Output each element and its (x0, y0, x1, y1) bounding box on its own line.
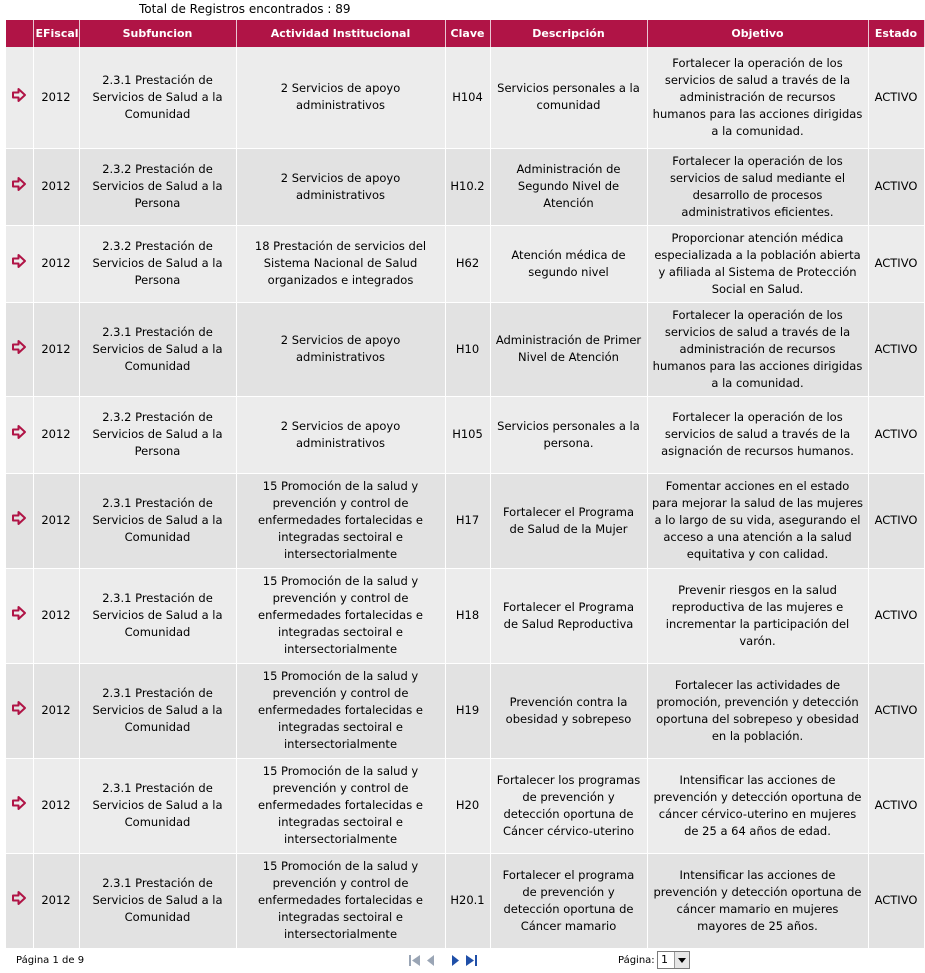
cell-subfuncion: 2.3.1 Prestación de Servicios de Salud a la Comunidad (79, 47, 236, 148)
header-efiscal[interactable]: EFiscal (33, 20, 79, 47)
cell-descripcion: Administración de Segundo Nivel de Atención (490, 148, 647, 225)
cell-clave: H10.2 (445, 148, 490, 225)
cell-estado: ACTIVO (868, 148, 924, 225)
page-select[interactable] (657, 951, 690, 969)
cell-actividad: 15 Promoción de la salud y prevención y control de enfermedades fortalecidas e integradas sectoiral e intersectorialmente (236, 663, 445, 758)
cell-actividad: 2 Servicios de apoyo administrativos (236, 302, 445, 396)
cell-objetivo: Intensificar las acciones de prevención y detección oportuna de cáncer mamario en mujeres mayores de 25 años. (647, 853, 868, 948)
cell-clave: H105 (445, 396, 490, 473)
cell-efiscal: 2012 (33, 302, 79, 396)
page-info: Página 1 de 9 (16, 955, 85, 966)
chevron-down-icon[interactable] (674, 952, 689, 968)
results-table (6, 20, 925, 949)
cell-actividad: 15 Promoción de la salud y prevención y control de enfermedades fortalecidas e integradas sectoiral e intersectorialmente (236, 853, 445, 948)
cell-objetivo: Fortalecer la operación de los servicios de salud a través de la administración de recursos humanos para las acciones dirigidas a la comunidad. (647, 302, 868, 396)
next-page-icon[interactable] (451, 954, 460, 967)
cell-actividad: 2 Servicios de apoyo administrativos (236, 148, 445, 225)
cell-estado: ACTIVO (868, 663, 924, 758)
row-select-cell[interactable] (6, 758, 33, 853)
table-row[interactable] (6, 302, 924, 396)
table-row[interactable] (6, 758, 924, 853)
cell-objetivo: Fortalecer la operación de los servicios de salud a través de la asignación de recursos humanos. (647, 396, 868, 473)
cell-actividad: 18 Prestación de servicios del Sistema Nacional de Salud organizados e integrados (236, 225, 445, 302)
table-row[interactable] (6, 663, 924, 758)
cell-subfuncion: 2.3.2 Prestación de Servicios de Salud a la Persona (79, 396, 236, 473)
cell-efiscal: 2012 (33, 148, 79, 225)
cell-efiscal: 2012 (33, 225, 79, 302)
cell-descripcion: Fortalecer el programa de prevención y detección oportuna de Cáncer mamario (490, 853, 647, 948)
arrow-right-icon[interactable] (12, 606, 26, 620)
prev-page-icon[interactable] (426, 954, 435, 967)
header-estado[interactable]: Estado (868, 20, 924, 47)
header-descripcion[interactable]: Descripción (490, 20, 647, 47)
cell-subfuncion: 2.3.1 Prestación de Servicios de Salud a la Comunidad (79, 473, 236, 568)
arrow-right-icon[interactable] (12, 425, 26, 439)
cell-estado: ACTIVO (868, 758, 924, 853)
cell-objetivo: Prevenir riesgos en la salud reproductiva de las mujeres e incrementar la participación del varón. (647, 568, 868, 663)
cell-estado: ACTIVO (868, 568, 924, 663)
cell-descripcion: Fortalecer los programas de prevención y detección oportuna de Cáncer cérvico-uterino (490, 758, 647, 853)
cell-clave: H10 (445, 302, 490, 396)
row-select-cell[interactable] (6, 568, 33, 663)
cell-descripcion: Administración de Primer Nivel de Atención (490, 302, 647, 396)
row-select-cell[interactable] (6, 663, 33, 758)
cell-descripcion: Atención médica de segundo nivel (490, 225, 647, 302)
cell-actividad: 15 Promoción de la salud y prevención y control de enfermedades fortalecidas e integradas sectoiral e intersectorialmente (236, 568, 445, 663)
cell-descripcion: Servicios personales a la comunidad (490, 47, 647, 148)
cell-efiscal: 2012 (33, 853, 79, 948)
table-row[interactable] (6, 47, 924, 148)
last-page-icon[interactable] (465, 954, 478, 967)
page-select-label: Página: (618, 955, 655, 966)
cell-subfuncion: 2.3.1 Prestación de Servicios de Salud a la Comunidad (79, 758, 236, 853)
arrow-right-icon[interactable] (12, 701, 26, 715)
cell-actividad: 2 Servicios de apoyo administrativos (236, 47, 445, 148)
cell-efiscal: 2012 (33, 47, 79, 148)
cell-efiscal: 2012 (33, 663, 79, 758)
header-select (6, 20, 33, 47)
cell-estado: ACTIVO (868, 853, 924, 948)
cell-subfuncion: 2.3.1 Prestación de Servicios de Salud a la Comunidad (79, 663, 236, 758)
table-row[interactable] (6, 396, 924, 473)
cell-clave: H20.1 (445, 853, 490, 948)
cell-actividad: 15 Promoción de la salud y prevención y control de enfermedades fortalecidas e integradas sectoiral e intersectorialmente (236, 758, 445, 853)
row-select-cell[interactable] (6, 148, 33, 225)
cell-objetivo: Proporcionar atención médica especializada a la población abierta y afiliada al Sistema de Protección Social en Salud. (647, 225, 868, 302)
cell-efiscal: 2012 (33, 758, 79, 853)
cell-subfuncion: 2.3.1 Prestación de Servicios de Salud a la Comunidad (79, 853, 236, 948)
cell-clave: H18 (445, 568, 490, 663)
header-subfuncion[interactable]: Subfuncion (79, 20, 236, 47)
cell-efiscal: 2012 (33, 473, 79, 568)
cell-estado: ACTIVO (868, 47, 924, 148)
row-select-cell[interactable] (6, 853, 33, 948)
cell-clave: H19 (445, 663, 490, 758)
arrow-right-icon[interactable] (12, 891, 26, 905)
table-row[interactable] (6, 568, 924, 663)
cell-clave: H17 (445, 473, 490, 568)
table-row[interactable] (6, 853, 924, 948)
cell-subfuncion: 2.3.1 Prestación de Servicios de Salud a la Comunidad (79, 302, 236, 396)
cell-estado: ACTIVO (868, 302, 924, 396)
cell-objetivo: Fomentar acciones en el estado para mejorar la salud de las mujeres a lo largo de su vida, asegurando el acceso a una atención a la salud equitativa y con calidad. (647, 473, 868, 568)
header-actividad[interactable]: Actividad Institucional (236, 20, 445, 47)
arrow-right-icon[interactable] (12, 254, 26, 268)
cell-clave: H104 (445, 47, 490, 148)
header-clave[interactable]: Clave (445, 20, 490, 47)
table-row[interactable] (6, 148, 924, 225)
table-header-row (6, 20, 924, 47)
table-row[interactable] (6, 225, 924, 302)
arrow-right-icon[interactable] (12, 796, 26, 810)
arrow-right-icon[interactable] (12, 340, 26, 354)
row-select-cell[interactable] (6, 302, 33, 396)
cell-objetivo: Fortalecer la operación de los servicios de salud mediante el desarrollo de procesos administrativos eficientes. (647, 148, 868, 225)
cell-descripcion: Servicios personales a la persona. (490, 396, 647, 473)
page-nav (408, 954, 478, 967)
cell-actividad: 15 Promoción de la salud y prevención y control de enfermedades fortalecidas e integradas sectoiral e intersectorialmente (236, 473, 445, 568)
row-select-cell[interactable] (6, 396, 33, 473)
page-select-value: 1 (661, 953, 668, 966)
pagination-bar (0, 947, 880, 973)
arrow-right-icon[interactable] (12, 88, 26, 102)
cell-descripcion: Prevención contra la obesidad y sobrepeso (490, 663, 647, 758)
cell-objetivo: Fortalecer las actividades de promoción, prevención y detección oportuna del sobrepeso y obesidad en la población. (647, 663, 868, 758)
cell-estado: ACTIVO (868, 225, 924, 302)
total-records-label: Total de Registros encontrados : 89 (139, 2, 351, 16)
cell-actividad: 2 Servicios de apoyo administrativos (236, 396, 445, 473)
cell-subfuncion: 2.3.2 Prestación de Servicios de Salud a la Persona (79, 148, 236, 225)
row-select-cell[interactable] (6, 225, 33, 302)
cell-clave: H20 (445, 758, 490, 853)
table-row[interactable] (6, 473, 924, 568)
cell-clave: H62 (445, 225, 490, 302)
cell-subfuncion: 2.3.2 Prestación de Servicios de Salud a la Persona (79, 225, 236, 302)
row-select-cell[interactable] (6, 473, 33, 568)
arrow-right-icon[interactable] (12, 177, 26, 191)
cell-efiscal: 2012 (33, 396, 79, 473)
header-objetivo[interactable]: Objetivo (647, 20, 868, 47)
cell-descripcion: Fortalecer el Programa de Salud Reproductiva (490, 568, 647, 663)
cell-descripcion: Fortalecer el Programa de Salud de la Mujer (490, 473, 647, 568)
cell-objetivo: Intensificar las acciones de prevención y detección oportuna de cáncer cérvico-uterino en mujeres de 25 a 64 años de edad. (647, 758, 868, 853)
arrow-right-icon[interactable] (12, 511, 26, 525)
cell-objetivo: Fortalecer la operación de los servicios de salud a través de la administración de recursos humanos para las acciones dirigidas a la comunidad. (647, 47, 868, 148)
cell-subfuncion: 2.3.1 Prestación de Servicios de Salud a la Comunidad (79, 568, 236, 663)
first-page-icon[interactable] (408, 954, 421, 967)
row-select-cell[interactable] (6, 47, 33, 148)
cell-estado: ACTIVO (868, 396, 924, 473)
cell-efiscal: 2012 (33, 568, 79, 663)
cell-estado: ACTIVO (868, 473, 924, 568)
